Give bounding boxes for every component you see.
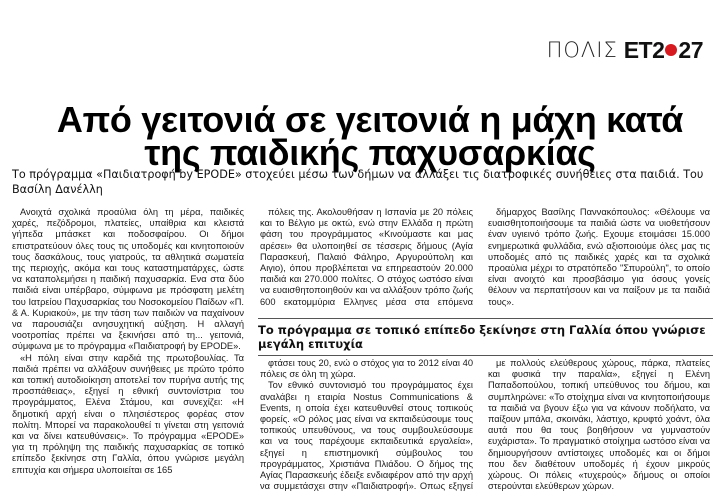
article-headline: Από γειτονιά σε γειτονιά η μάχη κατά της παιδικής παχυσαρκίας: [56, 99, 684, 173]
section-header: [547, 37, 703, 63]
paragraph: πόλεις της. Ακολουθήσαν η Ισπανία με 20 πόλεις και το Βέλγιο με οκτώ, ενώ στην Ελλάδα η πρώτη φάση του προγράμματος «Κινούμαστε και μας αρέσει» θα υλοποιηθεί σε τέσσερις δήμους (Αγία Παρασκευή, Παλαιό Φάληρο, Αργυρούπολη και Αιγιο), όπου προβλέπεται να επηρεαστούν 20.000 παιδιά και 270.000 πολίτες. Ο στόχος ωστόσο είναι να ευαισθητοποιηθούν και να αλλάξουν τρόπο ζωής 600 εκατομμύρια Ελληνες μέσα στα επόμενα: [260, 207, 473, 307]
article-standfirst: Το πρόγραμμα «Παιδιατροφή by EPODE» στοχεύει μέσω των δήμων να αλλάξει τις διατροφικές συνήθειες στα παιδιά. Του Βασίλη Δανέλλη: [12, 168, 704, 196]
paragraph: «Η πόλη είναι στην καρδιά της πρωτοβουλίας. Τα παιδιά πρέπει να αλλάξουν συνήθειες με πρώτο τρόπο και τοπική αυτοδιοίκηση αποτελεί τον πυρήνα αυτής της προσπάθειας», εξηγεί η εθνική συντονίστρια του προγράμματος, Ελένα Στάμου, και συνεχίζει: «Η δημοτική αρχή είναι ο πλησιέστερος φορέας στον πολίτη. Μπορεί να παρακολουθεί τι γίνεται στη γειτονιά και να δίνει κατευθύνσεις». Το πρόγραμμα «EPODE» για τη πρόληψη της παιδικής παχυσαρκίας σε τοπικό επίπεδο ξεκίνησε στη Γαλλία, όπου γνώρισε μεγάλη επιτυχία και σήμερα υλοποιείται σε 165: [12, 352, 244, 475]
logo-suffix: 27: [678, 36, 703, 63]
article-column-1: [12, 207, 244, 492]
section-name: ΠΟΛΙΣ: [546, 38, 618, 62]
newspaper-logo: [624, 37, 703, 64]
subheading-rule-top: [258, 318, 713, 319]
paragraph: φτάσει τους 20, ενώ ο στόχος για το 2012 είναι 40 πόλεις σε όλη τη χώρα.: [260, 358, 473, 380]
subheading-rule-bottom: [258, 355, 713, 356]
article-column-3: [488, 207, 710, 307]
article-subheading: Το πρόγραμμα σε τοπικό επίπεδο ξεκίνησε στη Γαλλία όπου γνώρισε μεγάλη επιτυχία: [258, 323, 706, 351]
logo-prefix: ΕΤ2: [623, 36, 665, 63]
paragraph: με πολλούς ελεύθερους χώρους, πάρκα, πλατείες και φυσικά την παραλία», εξηγεί η Ελένη Παπαδοπούλου, τοπική υπεύθυνος του δήμου, και συμπληρώνει: «Το στοίχημα είναι να κινητοποιήσουμε τα παιδιά να βγουν έξω για να κάνουν ποδήλατο, να παίξουν μπάλα, σκοινάκι, λάστιχο, κρυφτό χοάντ, όλα αυτά που θα τους βοηθήσουν να γυμναστούν ευχάριστα». Το πραγματικό στοίχημα ωστόσο είναι να δημιουργήσουν αντίστοιχες υποδομές και οι δήμοι που δεν διαθέτουν υποδομές ή έχουν μικρούς χώρους. Οι πόλεις «τυχερούς» δήμους οι οποίοι στερούνται ελεύθερων χώρων.: [488, 358, 710, 492]
article-column-4: [260, 358, 473, 492]
paragraph: δήμαρχος Βασίλης Παννακόπουλος: «Θέλουμε να ευαισθητοποιήσουμε τα παιδιά ώστε να υιοθετήσουν έναν υγιεινό τρόπο ζωής. Εχουμε ετοιμάσει 15.000 ενημερωτικά φυλλάδια, ενώ αξιοποιούμε όλες μας τις υποδομές από τις παιδικές χαρές και τα σχολικά προαύλια μέχρι το στρατόπεδο "Σπυρούλη", το οποίο είναι ανοιχτό και προσβάσιμο για όσους γονείς θέλουν να περπατήσουν και να παίξουν με τα παιδιά τους».: [488, 207, 710, 307]
article-column-2: [260, 207, 473, 307]
logo-dot-icon: [665, 44, 677, 56]
paragraph: Τον εθνικό συντονισμό του προγράμματος έχει αναλάβει η εταιρία Nostus Communications & Events, η οποία έχει κατευθυνθεί στους τοπικούς φορείς. «Ο ρόλος μας είναι να εκπαιδεύσουμε τους τοπικούς υπευθύνους, να τους συμβουλεύσουμε και να τους παρέχουμε εκπαιδευτικά εργαλεία», εξηγεί η επιστημονική σύμβουλος του προγράμματος, Χριστιάνα Πλιάδου. Ο δήμος της Αγίας Παρασκευής έδειξε ενδιαφέρον από την αρχή να συμμετάσχει στην «Παιδιατροφή». Οπως εξηγεί: [260, 380, 473, 492]
article-column-5: [488, 358, 710, 492]
paragraph: Ανοιχτά σχολικά προαύλια όλη τη μέρα, παιδικές χαρές, πεζόδρομοι, πλατείες, υπαίθρια και κλειστά γήπεδα μπάσκετ και ποδοσφαίρου. Οι δήμοι επιστρατεύουν όλες τους τις υποδομές και κινητοποιούν τους δασκάλους, τους γιατρούς, τα αθλητικά σωματεία της περιοχής, ακόμα και τους καταστηματάρχες, ώστε να καταπολεμήσει η παιδική παχυσαρκία. Ενα στα δύο παιδιά είναι υπέρβαρο, σύμφωνα με πρόσφατη μελέτη του Ιατρείου Παχυσαρκίας του Νοσοκομείου Παίδων «Π. & Α. Κυριακού», με την τάση των παιδιών να παχαίνουν να παρουσιάζει ανησυχητική αύξηση. Η αλλαγή νοοτροπίας πρέπει να ξεκινήσει από τη... γειτονιά, σύμφωνα με το πρόγραμμα «Παιδιατροφή by EPODE».: [12, 207, 244, 352]
